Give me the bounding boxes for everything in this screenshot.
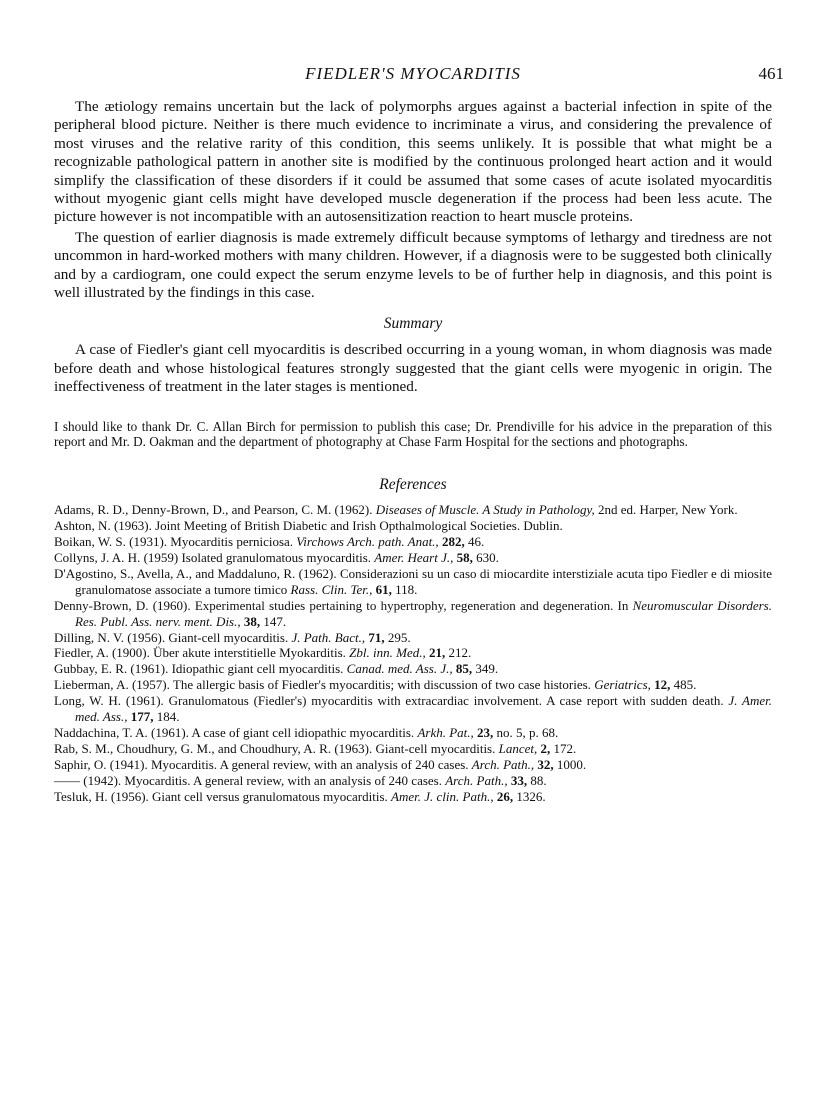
reference-post: 118. [391,581,418,597]
reference-vol: 21, [425,645,446,661]
reference-journal: Arkh. Pat., [417,724,474,740]
reference-item [54,677,772,693]
reference-item [54,789,772,805]
reference-post: 630. [472,550,499,565]
reference-item [54,566,772,598]
reference-pre: Collyns, J. A. H. (1959) Isolated granulomatous myocarditis. [54,550,375,565]
reference-journal: J. Path. Bact., [291,629,366,645]
reference-journal: J. Amer. med. Ass., [75,693,772,725]
reference-journal: Arch. Path., [445,772,508,788]
body-paragraph: The question of earlier diagnosis is made extremely difficult because symptoms of lethargy and tiredness are not uncommon in hard-worked mothers with many children. However, if a diagnosis were to be suggested both clinically and by a cardiogram, one could expect the serum enzyme levels to be of further help in diagnosis, and this point is well illustrated by the findings in this case. [54,228,772,302]
reference-post: 212. [445,645,472,661]
reference-post: 2nd ed. Harper, New York. [594,502,738,518]
reference-item [54,661,772,677]
reference-item [54,645,772,661]
reference-item [54,693,772,725]
reference-post: 147. [260,613,287,629]
reference-journal: Rass. Clin. Ter., [290,581,373,597]
reference-vol: 33, [507,772,528,788]
reference-journal: Neuromuscular Disorders. Res. Publ. Ass. nerv. ment. Dis., [75,597,772,629]
reference-item [54,598,772,630]
reference-pre: Denny-Brown, D. (1960). Experimental studies pertaining to hypertrophy, regeneration and degeneration. In [54,597,633,613]
reference-vol: 61, [372,581,392,597]
reference-vol: 32, [534,756,554,772]
reference-post: 184. [153,709,180,725]
reference-journal: Amer. J. clin. Path., [391,788,494,804]
reference-post: 1326. [513,788,546,804]
reference-item [54,518,772,534]
reference-pre: —— (1942). Myocarditis. A general review, with an analysis of 240 cases. [54,772,446,788]
reference-item [54,757,772,773]
body-paragraph: The ætiology remains uncertain but the lack of polymorphs argues against a bacterial infection in spite of the peripheral blood picture. Neither is there much evidence to incriminate a virus, and considering the prevalence of most viruses and the relative rarity of this condition, this seems unlikely. It is possible that what might be a recognizable pathological pattern in another site is modified by the continuous prolonged heart action and it would simplify the classification of these disorders if it could be assumed that some cases of acute isolated myocarditis without myogenic giant cells might have developed muscle degeneration if the process had been less acute. The picture however is not incompatible with an autosensitization reaction to heart muscle proteins. [54,98,772,226]
summary-text: A case of Fiedler's giant cell myocarditis is described occurring in a young woman, in whom diagnosis was made before death and whose histological features strongly suggested that the giant cells were myogenic in origin. The ineffectiveness of treatment in the later stages is mentioned. [54,341,772,396]
references-heading: References [379,476,447,494]
reference-post: 1000. [553,756,587,772]
acknowledgement: I should like to thank Dr. C. Allan Birch for permission to publish this case; Dr. Prendiville for his advice in the preparation of this report and Mr. D. Oakman and the department of photography at Chase Farm Hospital for the sections and photographs. [54,418,772,450]
reference-post: 295. [384,629,411,645]
reference-pre: Lieberman, A. (1957). The allergic basis of Fiedler's myocarditis; with discussion of two case histories. [54,677,595,693]
reference-vol: 23, [473,724,494,740]
reference-post: 46. [464,534,485,550]
reference-pre: D'Agostino, S., Avella, A., and Maddaluno, R. (1962). Considerazioni su un caso di miocardite interstiziale acuta tipo Fiedler e di miosite granulomatose associate a tumore timico [54,565,772,597]
reference-item [54,550,772,566]
reference-item [54,741,772,757]
reference-journal: Canad. med. Ass. J., [346,661,453,677]
reference-vol: 85, [452,661,473,677]
reference-post: 349. [472,661,499,677]
reference-pre: Adams, R. D., Denny-Brown, D., and Pearson, C. M. (1962). [54,502,376,518]
reference-pre: Gubbay, E. R. (1961). Idiopathic giant cell myocarditis. [54,661,347,677]
summary-heading: Summary [383,315,443,333]
reference-pre: Dilling, N. V. (1956). Giant-cell myocarditis. [54,629,292,645]
reference-vol: 71, [365,629,385,645]
reference-vol: 26, [493,788,514,804]
reference-post: 172. [550,740,577,756]
reference-journal: Virchows Arch. path. Anat., [296,534,439,550]
reference-vol: 2, [537,740,551,756]
reference-pre: Fiedler, A. (1900). Über akute interstitielle Myokarditis. [54,645,350,661]
reference-vol: 58, [453,550,473,565]
reference-item [54,534,772,550]
reference-post: no. 5, p. 68. [493,724,559,740]
reference-item [54,502,772,518]
reference-pre: Boikan, W. S. (1931). Myocarditis perniciosa. [54,534,297,550]
reference-post: 88. [527,772,547,788]
reference-pre: Ashton, N. (1963). Joint Meeting of British Diabetic and Irish Opthalmological Societies. Dublin. [54,518,563,534]
reference-journal: Amer. Heart J., [374,550,454,565]
running-title: FIEDLER'S MYOCARDITIS [305,64,521,83]
reference-journal: Geriatrics, [594,677,651,693]
page-header [54,58,784,88]
reference-journal: Lancet, [498,740,538,756]
reference-post: 485. [670,677,697,693]
reference-pre: Rab, S. M., Choudhury, G. M., and Choudhury, A. R. (1963). Giant-cell myocarditis. [54,740,499,756]
journal-page [54,58,784,805]
reference-journal: Diseases of Muscle. A Study in Pathology, [375,502,595,518]
reference-vol: 12, [650,677,671,693]
reference-pre: Long, W. H. (1961). Granulomatous (Fiedler's) myocarditis with extracardiac involvement. A case report with sudden death. [54,693,729,709]
reference-vol: 177, [127,709,154,725]
reference-list [54,502,772,804]
reference-item [54,773,772,789]
reference-item [54,630,772,646]
reference-journal: Arch. Path., [471,756,535,772]
reference-pre: Tesluk, H. (1956). Giant cell versus granulomatous myocarditis. [54,788,392,804]
reference-pre: Naddachina, T. A. (1961). A case of giant cell idiopathic myocarditis. [54,724,418,740]
reference-vol: 282, [438,534,465,550]
reference-item [54,725,772,741]
reference-journal: Zbl. inn. Med., [349,645,426,661]
page-number: 461 [758,64,784,83]
reference-vol: 38, [240,613,261,629]
reference-pre: Saphir, O. (1941). Myocarditis. A general review, with an analysis of 240 cases. [54,756,472,772]
